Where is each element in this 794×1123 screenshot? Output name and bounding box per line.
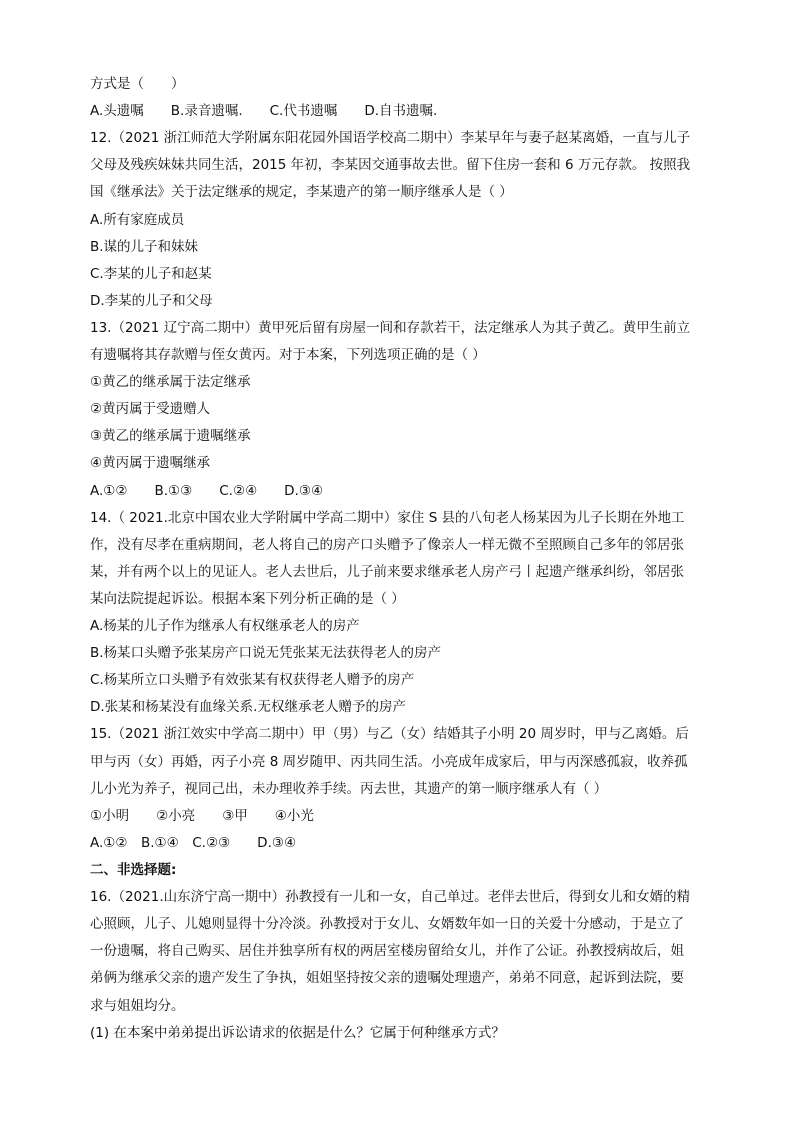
question-14-line: 某，并有两个以上的见证人。老人去世后，儿子前来要求继承老人房产弓丨起遗产继承纠纷，邻居张 [90,564,684,580]
sub-question-line: (1) 在本案中弟弟提出诉讼请求的依据是什么？它属于何种继承方式？ [90,1025,505,1041]
question-12-line: 父母及残疾妹妹共同生活，2015 年初，李某因交通事故去世。留下住房一套和 6 万元存款。 按照我 [90,157,691,173]
question-16-line: 一份遗嘱，将自己购买、居住并独享所有权的两居室楼房留给女儿，并作了公证。孙教授病故后，姐 [90,943,684,959]
question-15-line: 甲与丙（女）再婚，丙子小亮 8 周岁随甲、丙共同生活。小亮成年成家后，甲与丙深感孤寂，收养孤 [90,754,688,770]
question-15-line: 儿小光为养子，视同己出，未办理收养手续。丙去世，其遗产的第一顺序继承人有（ ） [90,781,608,797]
section-heading: 二、非选择题: [90,862,177,878]
option-line: B.杨某口头赠予张某房产口说无凭张某无法获得老人的房产 [90,645,442,661]
statement-line: ①小明 ②小亮 ③甲 ④小光 [90,808,314,824]
question-16-line: 16.（2021.山东济宁高一期中）孙教授有一儿和一女，自己单过。老伴去世后，得到女儿和女婿的精 [90,889,691,905]
option-line: A.杨某的儿子作为继承人有权继承老人的房产 [90,618,360,634]
question-16-line: 心照顾，儿子、儿媳则显得十分冷淡。孙教授对于女儿、女婿数年如一日的关爱十分感动，于是立了 [90,916,684,932]
statement-line: ③黄乙的继承属于遗嘱继承 [90,428,251,444]
question-14-line: 14.（ 2021.北京中国农业大学附属中学高二期中）家住 S 县的八旬老人杨某因为儿子长期在外地工 [90,510,685,526]
question-12-line: 12.（2021 浙江师范大学附属东阳花园外国语学校高二期中）李某早年与妻子赵某离婚，一直与儿子 [90,130,691,146]
option-line: D.张某和杨某没有血缘关系.无权继承老人赠予的房产 [90,699,406,715]
option-line: A.①② B.①④ C.②③ D.③④ [90,835,297,851]
question-13-line: 有遗嘱将其存款赠与侄女黄丙。对于本案，下列选项正确的是（ ） [90,347,486,363]
option-line: C.杨某所立口头赠予有效张某有权获得老人赠予的房产 [90,672,415,688]
question-13-line: 13.（2021 辽宁高二期中）黄甲死后留有房屋一间和存款若干，法定继承人为其子黄乙。黄甲生前立 [90,320,691,336]
question-14-line: 作，没有尽孝在重病期间，老人将自己的房产口头赠予了像亲人一样无微不至照顾自己多年的邻居张 [90,537,684,553]
text-line: 方式是（ ） [90,76,185,92]
option-line: B.谋的儿子和妹妹 [90,239,199,255]
statement-line: ①黄乙的继承属于法定继承 [90,374,251,390]
option-line: D.李某的儿子和父母 [90,293,213,309]
question-14-line: 某向法院提起诉讼。根据本案下列分析正确的是（ ） [90,591,405,607]
question-16-line: 弟俩为继承父亲的遗产发生了争执，姐姐坚持按父亲的遗嘱处理遗产，弟弟不同意，起诉到法院，要 [90,970,684,986]
option-line: A.所有家庭成员 [90,212,185,228]
option-line: A.①② B.①③ C.②④ D.③④ [90,483,324,499]
question-16-line: 求与姐姐均分。 [90,998,185,1014]
option-line: A.头遗嘱 B.录音遗嘱. C.代书遗嘱 D.自书遗嘱. [90,103,438,119]
question-15-line: 15.（2021 浙江效实中学高二期中）甲（男）与乙（女）结婚其子小明 20 周岁时，甲与乙离婚。后 [90,726,689,742]
statement-line: ②黄丙属于受遗赠人 [90,401,211,417]
option-line: C.李某的儿子和赵某 [90,266,212,282]
question-12-line: 国《继承法》关于法定继承的规定，李某遗产的第一顺序继承人是（ ） [90,184,513,200]
statement-line: ④黄丙属于遗嘱继承 [90,455,211,471]
